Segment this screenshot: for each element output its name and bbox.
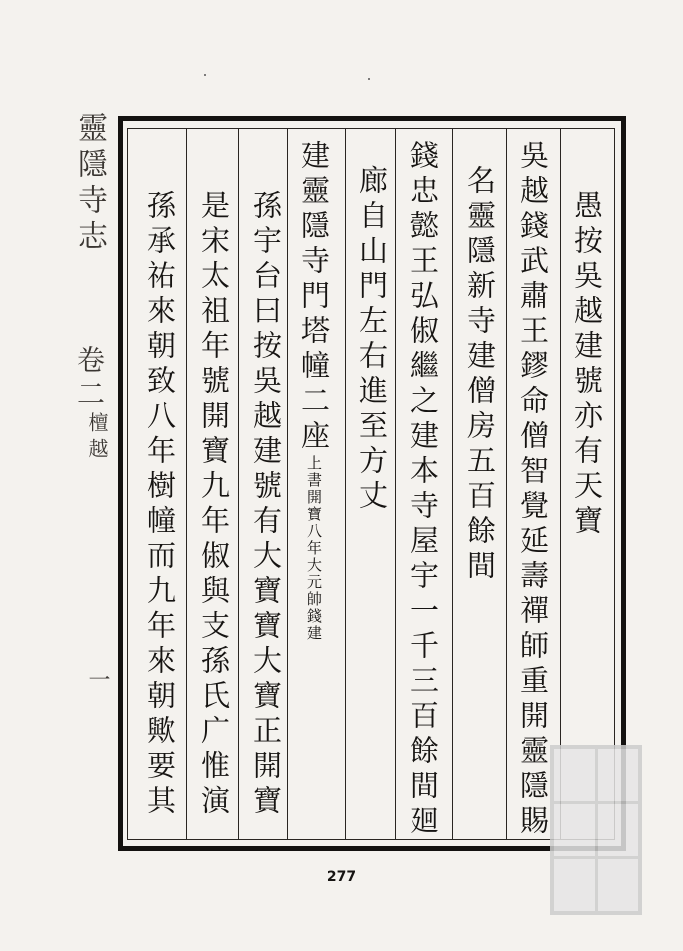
column-rule <box>238 128 239 840</box>
column-rule <box>395 128 396 840</box>
column-rule <box>452 128 453 840</box>
inline-note: 上書開寶八年大元帥錢建 <box>305 455 323 642</box>
volume-label: 卷二 <box>73 345 106 413</box>
column-rule <box>506 128 507 840</box>
speck <box>368 78 370 80</box>
column-rule <box>287 128 288 840</box>
leaf-number: 一 <box>85 668 110 696</box>
text-column-2: 吳越錢武肅王鏐命僧智覺延壽禪師重開靈隱賜 <box>516 140 550 840</box>
column-rule <box>345 128 346 840</box>
text-column-7: 孫宇台曰按吳越建號有大寶寶大寶正開寶 <box>249 190 283 820</box>
column-rule <box>186 128 187 840</box>
text-column-1: 愚按吳越建號亦有天寶 <box>570 190 604 540</box>
section-label: 檀越 <box>85 412 109 464</box>
text-column-8: 是宋太祖年號開寶九年俶與支孫氏广惟演 <box>197 190 231 820</box>
page-number: 277 <box>326 869 357 885</box>
speck <box>204 74 206 76</box>
text-column-4: 錢忠懿王弘俶繼之建本寺屋宇一千三百餘間廻 <box>406 140 440 840</box>
text-column-9: 孫承祐來朝致八年樹幢而九年來朝歟要其 <box>143 190 177 820</box>
text-column-5: 廊自山門左右進至方丈 <box>355 165 389 515</box>
text-column-6: 建靈隱寺門塔幢二座上書開寶八年大元帥錢建 <box>297 140 331 642</box>
text-column-3: 名靈隱新寺建僧房五百餘間 <box>463 165 497 585</box>
library-seal <box>550 745 642 915</box>
column-rule <box>560 128 561 840</box>
book-title: 靈隱寺志 <box>72 112 107 256</box>
